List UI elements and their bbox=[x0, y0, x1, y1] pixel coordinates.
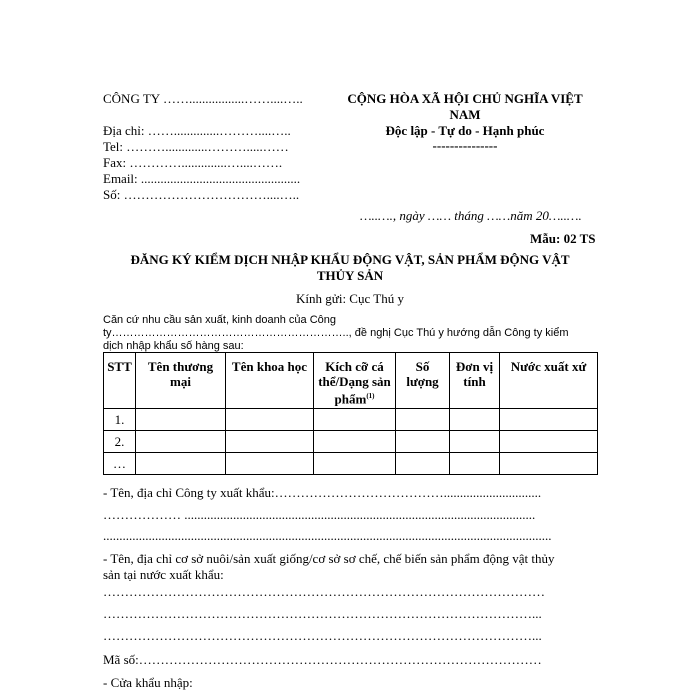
form-title-line-2: THỦY SẢN bbox=[316, 268, 384, 283]
footnote-marker: (1) bbox=[366, 392, 375, 400]
table-cell bbox=[396, 431, 450, 453]
table-cell bbox=[226, 431, 314, 453]
ma-so-field: Mã số:………………………………………………………………………………… bbox=[103, 652, 542, 667]
col-origin-country: Nước xuất xứ bbox=[500, 353, 598, 409]
exporter-continuation-1: ……………… ............................................................................................................ bbox=[103, 507, 536, 522]
email-line: Email: ................................................. bbox=[103, 171, 301, 186]
border-gate-field: - Cửa khẩu nhập: bbox=[103, 675, 193, 690]
table-cell bbox=[396, 453, 450, 475]
table-cell bbox=[226, 409, 314, 431]
motto-rule: --------------- bbox=[432, 138, 498, 153]
col-trade-name: Tên thương mại bbox=[136, 353, 226, 409]
address-line: Địa chỉ: ……..............………....….. bbox=[103, 123, 291, 138]
table-cell bbox=[226, 453, 314, 475]
facility-dots-1: ………………………………………………………………………………………… bbox=[103, 584, 545, 599]
table-cell bbox=[396, 409, 450, 431]
table-cell bbox=[450, 453, 500, 475]
table-cell bbox=[500, 453, 598, 475]
table-row bbox=[104, 409, 598, 431]
table-cell bbox=[136, 453, 226, 475]
republic-line-2: NAM bbox=[449, 107, 481, 122]
col-scientific-name: Tên khoa học bbox=[226, 353, 314, 409]
form-title-line-1: ĐĂNG KÝ KIỂM DỊCH NHẬP KHẨU ĐỘNG VẬT, SẢN PHẨM ĐỘNG VẬT bbox=[130, 252, 570, 267]
intro-line-3: dịch nhập khẩu số hàng sau: bbox=[103, 340, 244, 352]
row-stt: 2. bbox=[104, 431, 136, 453]
table-cell bbox=[314, 453, 396, 475]
table-cell bbox=[314, 431, 396, 453]
date-line: …..…., ngày …… tháng ……năm 20…..…. bbox=[360, 208, 582, 223]
kinh-gui: Kính gửi: Cục Thú y bbox=[296, 291, 404, 306]
row-stt: … bbox=[104, 453, 136, 475]
col-quantity: Số lượng bbox=[396, 353, 450, 409]
row-stt: 1. bbox=[104, 409, 136, 431]
table-cell bbox=[450, 409, 500, 431]
table-row bbox=[104, 431, 598, 453]
table-row bbox=[104, 453, 598, 475]
table-cell bbox=[314, 409, 396, 431]
table-cell bbox=[136, 409, 226, 431]
goods-table bbox=[103, 352, 598, 475]
col-size-form bbox=[314, 353, 396, 409]
republic-line-1: CỘNG HÒA XÃ HỘI CHỦ NGHĨA VIỆT bbox=[347, 91, 583, 106]
facility-dots-3: ………………………………………………………………………………………... bbox=[103, 628, 542, 643]
facility-dots-2: ………………………………………………………………………………………... bbox=[103, 606, 542, 621]
col-stt: STT bbox=[104, 353, 136, 409]
table-cell bbox=[500, 431, 598, 453]
table-cell bbox=[136, 431, 226, 453]
facility-field-line-1: - Tên, địa chỉ cơ sở nuôi/sản xuất giống/cơ sở sơ chế, chế biến sản phẩm động vật thủy bbox=[103, 551, 555, 566]
motto: Độc lập - Tự do - Hạnh phúc bbox=[385, 123, 545, 138]
tel-line: Tel: ……….............……….....…… bbox=[103, 139, 289, 154]
col-unit: Đơn vị tính bbox=[450, 353, 500, 409]
so-line: Số: ……………………………....….. bbox=[103, 187, 300, 202]
form-code: Mẫu: 02 TS bbox=[530, 231, 596, 246]
table-cell bbox=[500, 409, 598, 431]
facility-field-line-2: sản tại nước xuất khẩu: bbox=[103, 567, 224, 582]
exporter-continuation-2: .......................................................................................................................................... bbox=[103, 528, 552, 543]
exporter-field: - Tên, địa chỉ Công ty xuất khẩu:………………………………….............................. bbox=[103, 485, 542, 500]
intro-line-2: ty……………………………………………………….., đề nghị Cục Thú y hướng dẫn Công ty kiểm bbox=[103, 327, 569, 339]
col-size-form-label: Kích cỡ cá thể/Dạng sản phẩm bbox=[318, 359, 391, 407]
fax-line: Fax: …………..............…....……. bbox=[103, 155, 283, 170]
company-line: CÔNG TY …….................……....….. bbox=[103, 91, 303, 106]
table-header-row bbox=[104, 353, 598, 409]
intro-line-1: Căn cứ nhu cầu sản xuất, kinh doanh của Công bbox=[103, 314, 337, 326]
table-cell bbox=[450, 431, 500, 453]
